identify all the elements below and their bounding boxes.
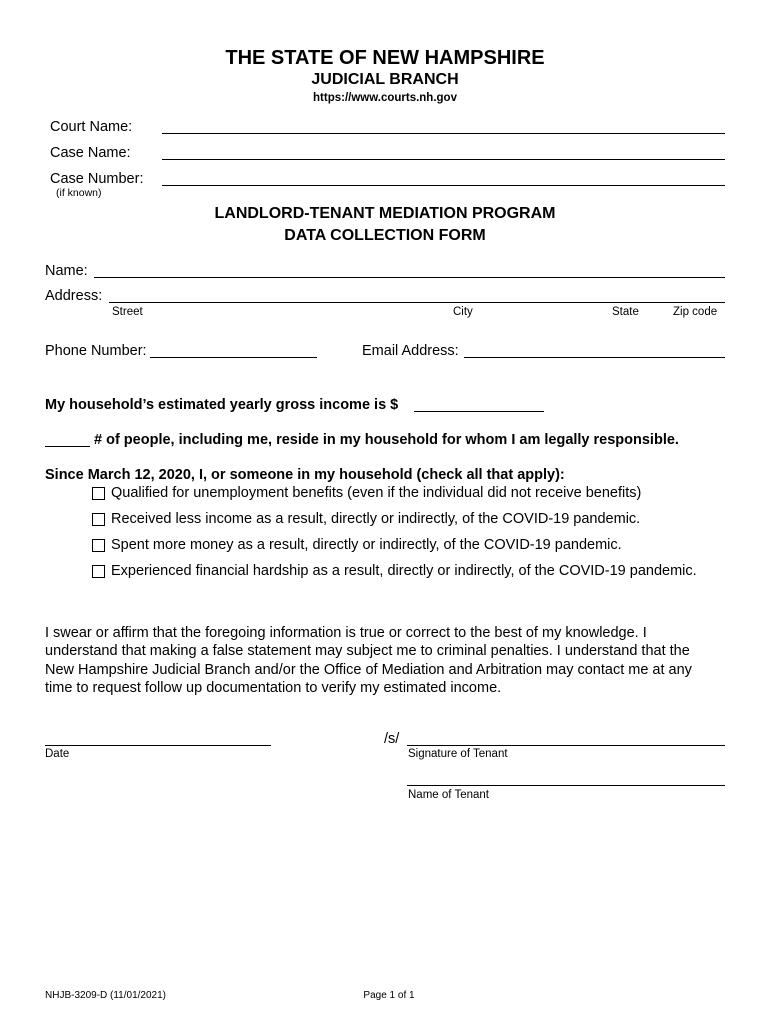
checkbox-row-unemployment[interactable] — [92, 485, 641, 501]
date-field[interactable] — [45, 745, 271, 746]
checkbox-row-spent-more[interactable] — [92, 537, 622, 553]
household-count-statement: # of people, including me, reside in my household for whom I am legally responsible. — [94, 432, 679, 448]
name-field[interactable] — [94, 277, 725, 278]
address-field[interactable] — [109, 302, 725, 303]
page-number: Page 1 of 1 — [363, 990, 415, 1001]
date-label: Date — [45, 748, 70, 760]
court-name-field[interactable] — [162, 133, 725, 134]
household-count-field[interactable] — [45, 446, 90, 447]
signature-mark: /s/ — [384, 731, 400, 747]
checkbox-spent-more[interactable] — [92, 539, 105, 552]
document-title: THE STATE OF NEW HAMPSHIRE — [225, 47, 545, 69]
covid-intro: Since March 12, 2020, I, or someone in my household (check all that apply): — [45, 467, 565, 483]
document-subtitle: JUDICIAL BRANCH — [311, 71, 459, 88]
state-sublabel: State — [612, 306, 639, 318]
tenant-name-field[interactable] — [407, 785, 725, 786]
address-label: Address: — [45, 288, 103, 304]
email-field[interactable] — [464, 357, 725, 358]
tenant-name-label: Name of Tenant — [408, 789, 489, 801]
court-name-label: Court Name: — [50, 119, 133, 135]
checkbox-label-spent-more: Spent more money as a result, directly or indirectly, of the COVID-19 pandemic. — [111, 537, 622, 553]
signature-field[interactable] — [407, 745, 725, 746]
checkbox-unemployment[interactable] — [92, 487, 105, 500]
form-id: NHJB-3209-D (11/01/2021) — [45, 990, 166, 1001]
case-name-field[interactable] — [162, 159, 725, 160]
case-number-field[interactable] — [162, 185, 725, 186]
checkbox-hardship[interactable] — [92, 565, 105, 578]
court-url: https://www.courts.nh.gov — [313, 92, 457, 104]
email-label: Email Address: — [362, 343, 459, 359]
name-label: Name: — [45, 263, 88, 279]
affirmation-line: New Hampshire Judicial Branch and/or the Office of Mediation and Arbitration may contact me at any — [45, 661, 692, 678]
checkbox-row-hardship[interactable] — [92, 563, 697, 579]
street-sublabel: Street — [112, 306, 143, 318]
form-title-line1: LANDLORD-TENANT MEDIATION PROGRAM — [214, 205, 556, 222]
affirmation-line: understand that making a false statement may subject me to criminal penalties. I understand that the — [45, 643, 690, 660]
affirmation-line: I swear or affirm that the foregoing information is true or correct to the best of my knowledge. I — [45, 625, 647, 641]
checkbox-less-income[interactable] — [92, 513, 105, 526]
checkbox-row-less-income[interactable] — [92, 511, 640, 527]
income-field[interactable] — [414, 411, 544, 412]
city-sublabel: City — [453, 306, 473, 318]
if-known-note: (if known) — [56, 187, 102, 199]
affirmation-line: time to request follow up documentation to verify my estimated income. — [45, 679, 502, 696]
affirmation-paragraph — [45, 624, 735, 697]
form-title-line2: DATA COLLECTION FORM — [284, 227, 486, 244]
phone-label: Phone Number: — [45, 343, 147, 359]
checkbox-label-hardship: Experienced financial hardship as a result, directly or indirectly, of the COVID-19 pandemic. — [111, 563, 697, 579]
checkbox-label-unemployment: Qualified for unemployment benefits (even if the individual did not receive benefits) — [111, 485, 642, 501]
case-name-label: Case Name: — [50, 145, 131, 161]
zip-sublabel: Zip code — [673, 306, 718, 318]
signature-label: Signature of Tenant — [408, 748, 508, 760]
checkbox-label-less-income: Received less income as a result, directly or indirectly, of the COVID-19 pandemic. — [111, 511, 641, 527]
income-statement: My household’s estimated yearly gross income is $ — [45, 397, 399, 413]
case-number-label: Case Number: — [50, 171, 144, 187]
phone-field[interactable] — [150, 357, 317, 358]
